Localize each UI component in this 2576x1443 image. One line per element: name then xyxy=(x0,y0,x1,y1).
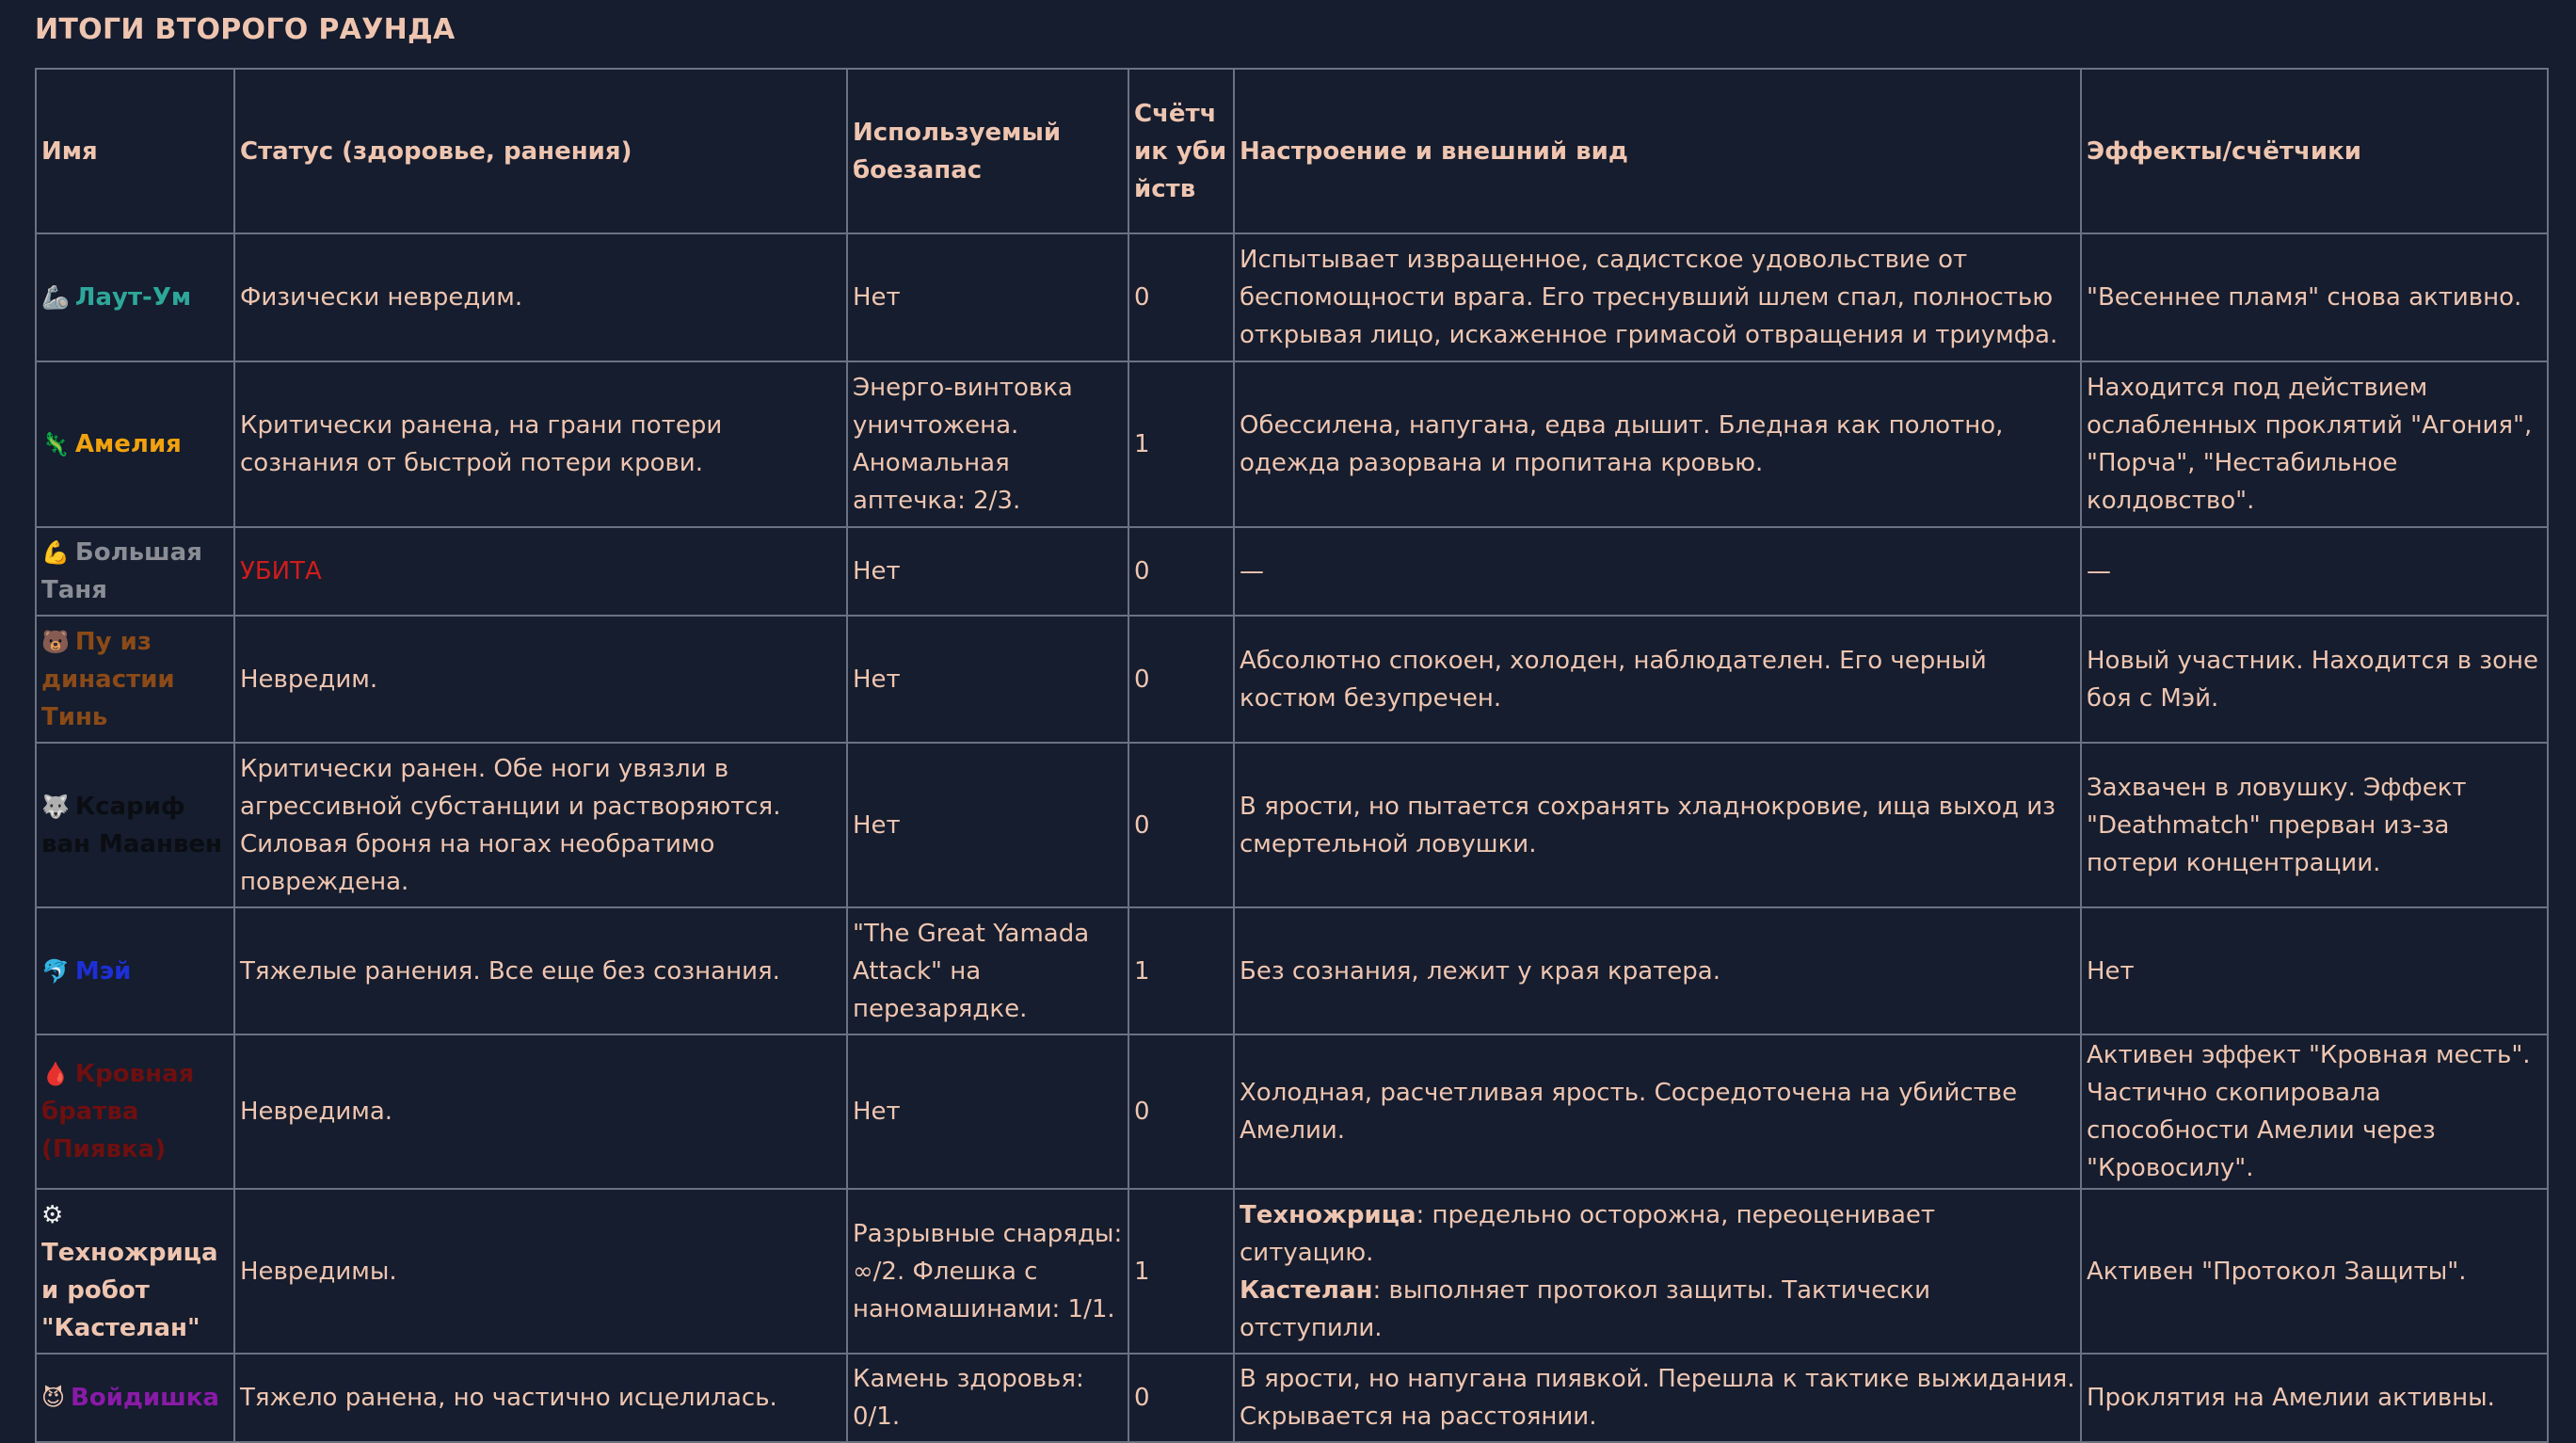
status-cell: Критически ранен. Обе ноги увязли в агрессивной субстанции и растворяются. Силовая броня на ногах необратимо повреждена. xyxy=(234,743,847,907)
name-cell xyxy=(36,527,234,616)
table-row xyxy=(36,1034,2548,1189)
table-row xyxy=(36,361,2548,527)
mechanical-arm-icon: 🦾 xyxy=(41,284,70,311)
column-header-effects: Эффекты/счётчики xyxy=(2081,69,2548,233)
blood-drop-icon: 🩸 xyxy=(41,1061,70,1087)
name-cell xyxy=(36,1354,234,1442)
column-header-kills: Счётчик убийств xyxy=(1128,69,1234,233)
table-row xyxy=(36,1354,2548,1442)
ammo-cell: Нет xyxy=(847,616,1128,743)
mood-cell: Холодная, расчетливая ярость. Сосредоточена на убийстве Амелии. xyxy=(1234,1034,2081,1189)
effects-cell: Новый участник. Находится в зоне боя с Мэй. xyxy=(2081,616,2548,743)
bear-icon: 🐻 xyxy=(41,628,70,655)
status-cell: УБИТА xyxy=(234,527,847,616)
effects-cell: Захвачен в ловушку. Эффект "Deathmatch" прерван из-за потери концентрации. xyxy=(2081,743,2548,907)
character-name: Пу из династии Тинь xyxy=(41,627,175,731)
table-row xyxy=(36,527,2548,616)
page-title: ИТОГИ ВТОРОГО РАУНДА xyxy=(35,13,456,46)
mood-text-castellan: : выполняет протокол защиты. Тактически отступили. xyxy=(1240,1275,1931,1342)
character-name: Ксариф ван Маанвен xyxy=(41,792,222,858)
mood-cell: Без сознания, лежит у края кратера. xyxy=(1234,907,2081,1034)
effects-cell: Активен эффект "Кровная месть". Частично скопировала способности Амелии через "Кровосилу". xyxy=(2081,1034,2548,1189)
mood-cell: Обессилена, напугана, едва дышит. Бледная как полотно, одежда разорвана и пропитана кровью. xyxy=(1234,361,2081,527)
flexed-biceps-icon: 💪 xyxy=(41,539,70,566)
mood-cell: В ярости, но напугана пиявкой. Перешла к тактике выжидания. Скрывается на расстоянии. xyxy=(1234,1354,2081,1442)
smiling-devil-icon: 😈 xyxy=(41,1385,66,1411)
wolf-icon: 🐺 xyxy=(41,793,70,820)
character-name: Лаут-Ум xyxy=(74,283,192,312)
status-cell: Невредимы. xyxy=(234,1189,847,1354)
status-cell: Критически ранена, на грани потери сознания от быстрой потери крови. xyxy=(234,361,847,527)
column-header-name: Имя xyxy=(36,69,234,233)
effects-cell: Находится под действием ослабленных проклятий "Агония", "Порча", "Нестабильное колдовство". xyxy=(2081,361,2548,527)
character-name: Амелия xyxy=(74,430,182,458)
effects-cell: Нет xyxy=(2081,907,2548,1034)
mood-cell: В ярости, но пытается сохранять хладнокровие, ища выход из смертельной ловушки. xyxy=(1234,743,2081,907)
character-name: Войдишка xyxy=(71,1384,219,1412)
lizard-icon: 🦎 xyxy=(41,431,70,457)
round-results-table xyxy=(35,68,2549,1443)
character-name: Кровная братва (Пиявка) xyxy=(41,1060,195,1163)
kills-cell: 1 xyxy=(1128,1189,1234,1354)
ammo-cell: "The Great Yamada Attack" на перезарядке. xyxy=(847,907,1128,1034)
column-header-ammo: Используемый боезапас xyxy=(847,69,1128,233)
kills-cell: 0 xyxy=(1128,743,1234,907)
column-header-status: Статус (здоровье, ранения) xyxy=(234,69,847,233)
kills-cell: 1 xyxy=(1128,907,1234,1034)
table-row xyxy=(36,616,2548,743)
kills-cell: 0 xyxy=(1128,1034,1234,1189)
status-cell: Тяжело ранена, но частично исцелилась. xyxy=(234,1354,847,1442)
table-row xyxy=(36,907,2548,1034)
name-cell xyxy=(36,743,234,907)
ammo-cell: Нет xyxy=(847,1034,1128,1189)
status-cell: Невредима. xyxy=(234,1034,847,1189)
kills-cell: 0 xyxy=(1128,233,1234,361)
column-header-mood: Настроение и внешний вид xyxy=(1234,69,2081,233)
effects-cell: — xyxy=(2081,527,2548,616)
status-cell: Физически невредим. xyxy=(234,233,847,361)
mood-cell xyxy=(1234,1189,2081,1354)
table-row xyxy=(36,233,2548,361)
mood-label-castellan: Кастелан xyxy=(1240,1275,1373,1305)
ammo-cell: Разрывные снаряды: ∞/2. Флешка с наномашинами: 1/1. xyxy=(847,1189,1128,1354)
table-row xyxy=(36,743,2548,907)
status-cell: Невредим. xyxy=(234,616,847,743)
mood-label-technopriestess: Техножрица xyxy=(1240,1200,1416,1229)
name-cell xyxy=(36,1034,234,1189)
kills-cell: 0 xyxy=(1128,527,1234,616)
kills-cell: 0 xyxy=(1128,616,1234,743)
name-cell xyxy=(36,1189,234,1354)
ammo-cell: Нет xyxy=(847,527,1128,616)
mood-text-technopriestess: : предельно осторожна, переоценивает ситуацию. xyxy=(1240,1200,1936,1267)
ammo-cell: Нет xyxy=(847,743,1128,907)
gear-icon: ⚙ xyxy=(41,1200,64,1229)
character-name: Большая Таня xyxy=(41,538,202,604)
effects-cell: "Весеннее пламя" снова активно. xyxy=(2081,233,2548,361)
mood-cell: — xyxy=(1234,527,2081,616)
kills-cell: 0 xyxy=(1128,1354,1234,1442)
name-cell xyxy=(36,233,234,361)
effects-cell: Активен "Протокол Защиты". xyxy=(2081,1189,2548,1354)
kills-cell: 1 xyxy=(1128,361,1234,527)
character-name: Мэй xyxy=(74,956,132,986)
mood-cell: Испытывает извращенное, садистское удовольствие от беспомощности врага. Его треснувший шлем спал, полностью открывая лицо, искаженное гримасой отвращения и триумфа. xyxy=(1234,233,2081,361)
table-header-row xyxy=(36,69,2548,233)
name-cell xyxy=(36,907,234,1034)
effects-cell: Проклятия на Амелии активны. xyxy=(2081,1354,2548,1442)
table-row xyxy=(36,1189,2548,1354)
name-cell xyxy=(36,616,234,743)
ammo-cell: Камень здоровья: 0/1. xyxy=(847,1354,1128,1442)
status-cell: Тяжелые ранения. Все еще без сознания. xyxy=(234,907,847,1034)
ammo-cell: Энерго-винтовка уничтожена. Аномальная аптечка: 2/3. xyxy=(847,361,1128,527)
mood-cell: Абсолютно спокоен, холоден, наблюдателен. Его черный костюм безупречен. xyxy=(1234,616,2081,743)
ammo-cell: Нет xyxy=(847,233,1128,361)
name-cell xyxy=(36,361,234,527)
character-name: Техножрица и робот "Кастелан" xyxy=(41,1238,218,1342)
dolphin-icon: 🐬 xyxy=(41,957,70,985)
